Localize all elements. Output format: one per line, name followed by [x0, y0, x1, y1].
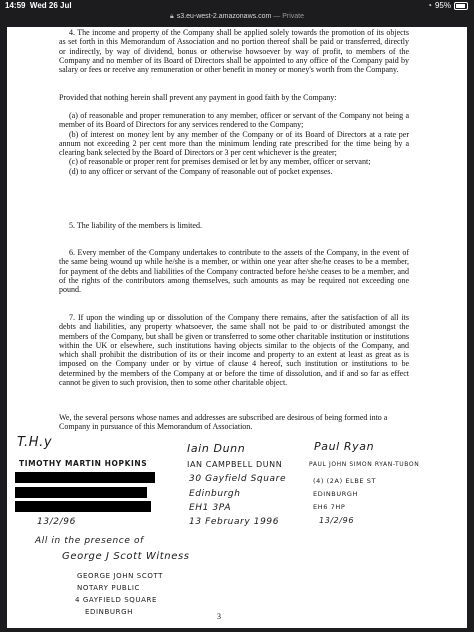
subscriber-2-address-line-1: 30 Gayfield Square — [189, 474, 287, 484]
redaction-bar — [15, 487, 147, 498]
subscriber-3-name: PAUL JOHN SIMON RYAN-TUBON — [309, 461, 420, 468]
witness-address-line-2: EDINBURGH — [85, 608, 133, 616]
witness-signature: George J Scott Witness — [62, 551, 190, 562]
subscriber-3-date: 13/2/96 — [319, 516, 355, 525]
lock-icon: 🔒︎ — [170, 13, 174, 20]
subscriber-2-date: 13 February 1996 — [189, 517, 280, 527]
subscriber-2-address-line-3: EH1 3PA — [189, 503, 232, 513]
subscriber-3-address-line-3: EH6 7HP — [313, 503, 346, 511]
proviso-item-a: (a) of reasonable and proper remuneration to any member, officer or servant of the Company not being a member of its Board of Directors for any services rendered to the Company; — [59, 111, 409, 130]
proviso-item-c: (c) of reasonable or proper rent for premises demised or let by any member, officer or servant; — [69, 157, 371, 167]
address-bar[interactable] — [0, 13, 474, 25]
subscriber-2-name: IAN CAMPBELL DUNN — [187, 460, 283, 469]
proviso-item-d: (d) to any officer or servant of the Company of reasonable out of pocket expenses. — [69, 166, 333, 176]
witness-title: NOTARY PUBLIC — [77, 584, 140, 592]
subscriber-3-address-line-1: (4) (2A) ELBE ST — [313, 477, 377, 485]
witness-note: All in the presence of — [35, 536, 144, 546]
document-page — [7, 27, 467, 628]
proviso: Provided that nothing herein shall prevent any payment in good faith by the Company: — [59, 93, 337, 102]
battery-percent: 95% — [434, 1, 451, 10]
status-bar — [0, 0, 474, 13]
signature-1: T.H.y — [17, 435, 53, 450]
battery-icon — [454, 2, 468, 10]
url-text: s3.eu-west-2.amazonaws.com — [176, 13, 272, 20]
witness-address-line-1: 4 GAYFIELD SQUARE — [75, 596, 158, 604]
clause-7: 7. If upon the winding up or dissolution of the Company there remains, after the satisfaction of all its debts and liabilities, any property whatsoever, the same shall not be paid to or distributed amongst the members of the Company, but shall be given or transferred to some other charitable institution or institutions within the UK or elsewhere, such institutions having objects similar to the objects of the Company, and which shall prohibit the distribution of its or their income and property to an extent at least as great as is imposed on the Company under or by virtue of clause 4 hereof, such institution or institutions to be determined by the members of the Company at or before the time of dissolution, and if and so far as effect cannot be given to such provision, then to some other charitable object. — [59, 313, 409, 388]
status-indicators — [427, 1, 468, 10]
subscriber-1-date: 13/2/96 — [37, 517, 76, 527]
subscriber-1-name: TIMOTHY MARTIN HOPKINS — [19, 459, 148, 468]
redaction-bar — [15, 501, 151, 512]
clause-4: 4. The income and property of the Company shall be applied solely towards the promotion of its objects as set forth in this Memorandum of Association and no portion thereof shall be paid or transferred, directly or indirectly, by way of dividend, bonus or otherwise howsoever by way of profit, to members of the Company and no member of its Board of Directors shall be appointed to any office of the Company paid by salary or fees or receive any remuneration or other benefit in money or money's worth from the Company. — [59, 28, 409, 75]
proviso-items — [59, 111, 409, 176]
subscriber-3-address-line-2: EDINBURGH — [313, 490, 358, 498]
redaction-bar — [15, 472, 155, 483]
signature-3: Paul Ryan — [314, 440, 375, 453]
subscription-statement: We, the several persons whose names and addresses are subscribed are desirous of being formed into a Company in pursuance of this Memorandum of Association. — [59, 413, 388, 432]
wifi-icon: ◔ — [427, 1, 432, 10]
subscriber-2-address-line-2: Edinburgh — [189, 489, 241, 499]
clause-6: 6. Every member of the Company undertakes to contribute to the assets of the Company, in the event of the same being wound up while he/she is a member, or within one year after she/he ceases to be a member, for payment of the debts and liabilities of the Company contracted before he/she ceases to be a member, and of the rights of the contributors among themselves, such amounts as may be required not exceeding one pound. — [59, 248, 409, 295]
page-number: 3 — [217, 612, 221, 621]
signature-2: Iain Dunn — [187, 442, 246, 455]
witness-name: GEORGE JOHN SCOTT — [77, 572, 164, 580]
proviso-item-b: (b) of interest on money lent by any member of the Company or of its Board of Directors at a rate per annum not exceeding 2 per cent more than the minimum lending rate prescribed for the time being by a clearing bank selected by the Board of Directors or 3 per cent whichever is the greater; — [59, 129, 409, 158]
private-mode-label: — Private — [273, 13, 304, 20]
clock: 14:59 Wed 26 Jul — [5, 1, 72, 10]
clause-5: 5. The liability of the members is limited. — [69, 221, 202, 230]
